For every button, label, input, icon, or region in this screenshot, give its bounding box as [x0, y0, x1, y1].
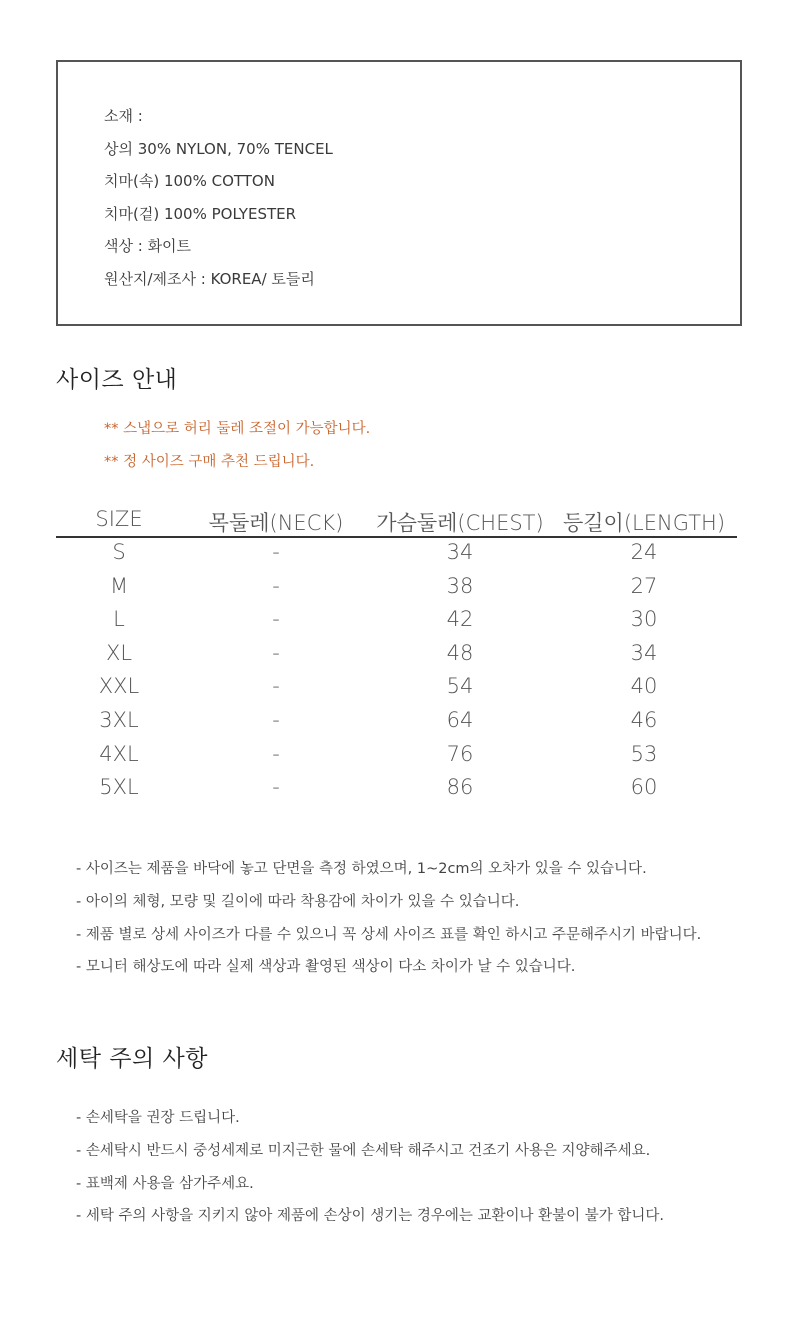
cell-size: 4XL: [99, 741, 139, 766]
size-table: [56, 504, 737, 807]
list-item: - 손세탁시 반드시 중성세제로 미지근한 물에 손세탁 해주시고 건조기 사용은 지양해주세요.: [76, 1142, 651, 1159]
list-item: - 손세탁을 권장 드립니다.: [76, 1110, 240, 1126]
washing-title: 세탁 주의 사항: [56, 1046, 208, 1072]
size-guide-notes: [104, 413, 370, 479]
list-item: - 모니터 해상도에 따라 실제 색상과 촬영된 색상이 다소 차이가 날 수 있습니다.: [76, 959, 576, 976]
cell-chest: 76: [446, 741, 474, 766]
cell-length: 46: [630, 707, 658, 732]
cell-chest: 34: [446, 540, 474, 564]
cell-neck: -: [272, 741, 280, 766]
cell-neck: -: [272, 573, 280, 598]
table-row: [56, 672, 737, 706]
cell-length: 30: [630, 607, 658, 632]
cell-length: 60: [630, 775, 658, 800]
list-item: - 표백제 사용을 삼가주세요.: [76, 1175, 254, 1192]
size-guide-title: 사이즈 안내: [56, 367, 178, 393]
cell-length: 34: [630, 640, 658, 665]
material-label: 소재 :: [104, 107, 143, 125]
cell-length: 27: [630, 573, 658, 598]
table-row: [56, 572, 737, 606]
material-color: 색상 : 화이트: [104, 237, 192, 256]
cell-neck: -: [272, 674, 280, 699]
header-length: 등길이(LENGTH): [562, 511, 726, 535]
table-row: [56, 605, 737, 639]
table-row: [56, 538, 737, 572]
cell-neck: -: [272, 540, 280, 564]
material-skirt-inner: 치마(속) 100% COTTON: [104, 172, 275, 191]
table-row: [56, 706, 737, 740]
cell-size: XXL: [98, 674, 140, 699]
cell-chest: 54: [446, 674, 474, 699]
header-neck: 목둘레(NECK): [208, 511, 344, 535]
table-row: [56, 740, 737, 774]
cell-size: M: [109, 573, 129, 598]
cell-length: 40: [630, 674, 658, 699]
list-item: - 제품 별로 상세 사이즈가 다를 수 있으니 꼭 상세 사이즈 표를 확인 하시고 주문해주시기 바랍니다.: [76, 926, 702, 943]
material-lines: [104, 100, 333, 296]
cell-length: 53: [630, 741, 658, 766]
table-row: [56, 639, 737, 673]
cell-chest: 86: [446, 775, 474, 800]
header-chest: 가슴둘레(CHEST): [376, 511, 544, 535]
cell-size: S: [112, 540, 126, 564]
cell-neck: -: [272, 775, 280, 800]
material-origin: 원산지/제조사 : KOREA/ 토들리: [104, 269, 315, 288]
material-info-box: [56, 60, 742, 326]
size-disclaimers: [76, 853, 701, 984]
cell-chest: 64: [446, 707, 474, 732]
washing-instructions: [76, 1102, 664, 1233]
cell-length: 24: [630, 540, 658, 564]
cell-chest: 42: [446, 607, 474, 632]
cell-size: L: [113, 607, 125, 632]
list-item: - 세탁 주의 사항을 지키지 않아 제품에 손상이 생기는 경우에는 교환이나 환불이 불가 합니다.: [76, 1208, 665, 1225]
cell-size: XL: [105, 640, 133, 665]
cell-chest: 48: [446, 640, 474, 665]
cell-neck: -: [272, 607, 280, 632]
cell-chest: 38: [446, 573, 474, 598]
cell-size: 5XL: [99, 775, 139, 800]
list-item: - 사이즈는 제품을 바닥에 놓고 단면을 측정 하였으며, 1~2cm의 오차가 있을 수 있습니다.: [76, 861, 647, 877]
material-skirt-outer: 치마(겉) 100% POLYESTER: [104, 204, 297, 223]
header-size: SIZE: [95, 507, 143, 531]
size-table-header: [56, 504, 737, 538]
material-top: 상의 30% NYLON, 70% TENCEL: [104, 139, 333, 158]
table-row: [56, 773, 737, 807]
size-note: ** 정 사이즈 구매 추천 드립니다.: [104, 454, 315, 470]
cell-neck: -: [272, 707, 280, 732]
list-item: - 아이의 체형, 모량 및 길이에 따라 착용감에 차이가 있을 수 있습니다.: [76, 893, 520, 910]
size-note: ** 스냅으로 허리 둘레 조절이 가능합니다.: [104, 421, 371, 437]
cell-size: 3XL: [99, 707, 139, 732]
cell-neck: -: [272, 640, 280, 665]
